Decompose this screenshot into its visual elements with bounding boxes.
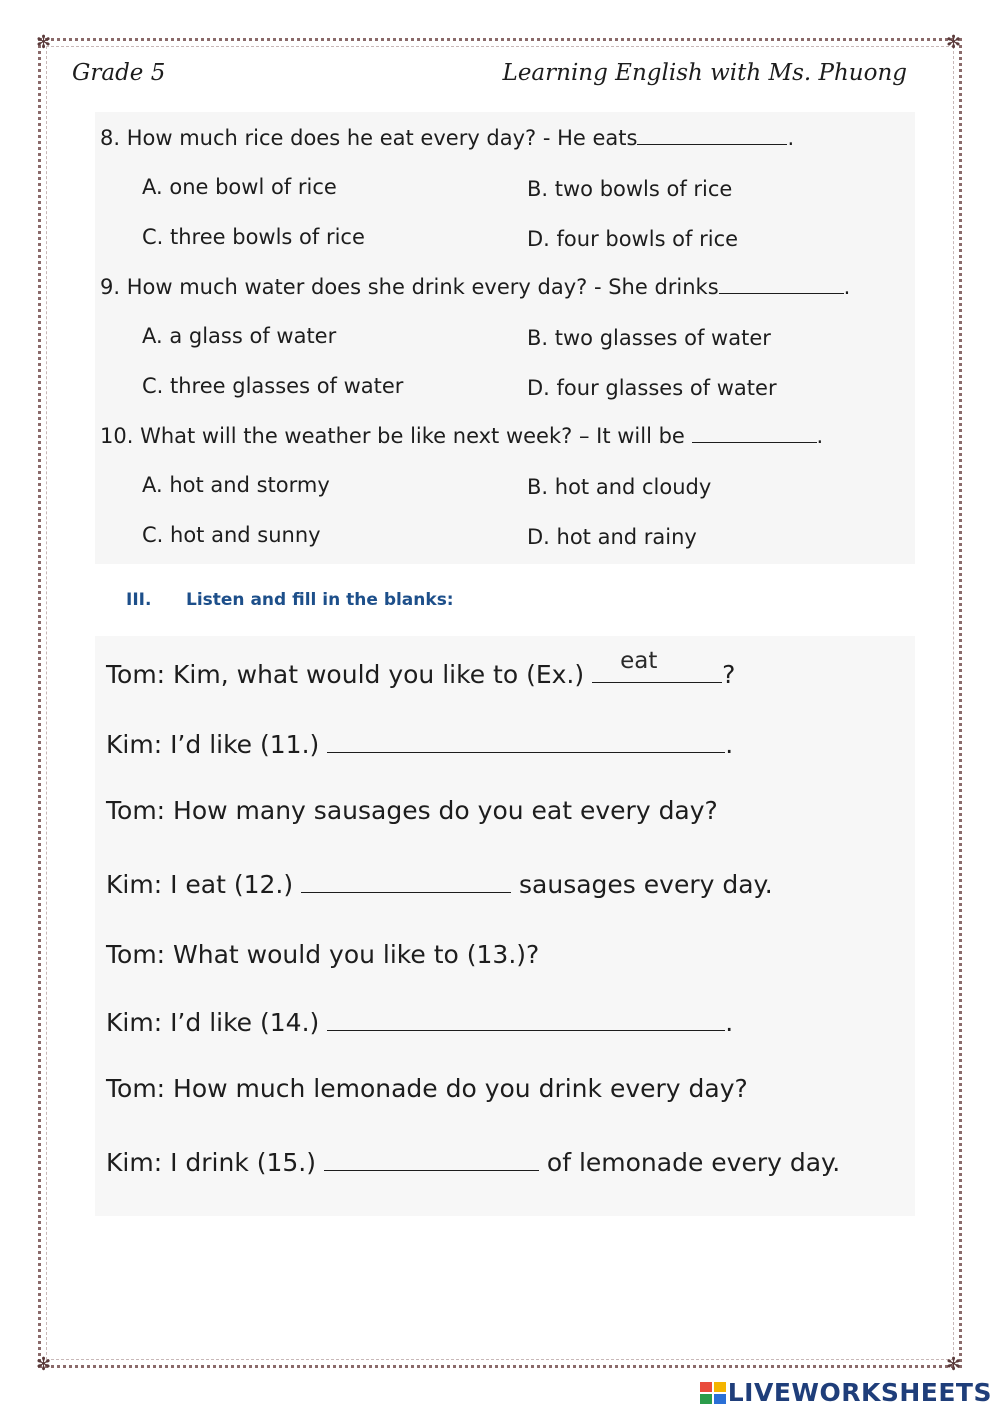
option-c[interactable]: C. three glasses of water (142, 374, 404, 398)
blank-14-input[interactable] (327, 1004, 725, 1031)
option-a[interactable]: A. a glass of water (142, 324, 337, 348)
dialogue-text: Tom: How much lemonade do you drink every day? (106, 1074, 748, 1103)
question-end: . (843, 275, 851, 299)
dialogue-text: Kim: I’d like (14.) (106, 1008, 320, 1037)
dialogue-end: . (725, 730, 734, 759)
brand-name: LIVEWORKSHEETS (727, 1378, 992, 1407)
dialogue-line-question (106, 796, 718, 825)
dialogue-line-13 (106, 936, 539, 969)
liveworksheets-logo-icon (700, 1382, 726, 1404)
dialogue-end: . (725, 1008, 734, 1037)
corner-ornament-icon: ✻ (946, 1354, 962, 1375)
course-title: Learning English with Ms. Phuong (502, 60, 907, 86)
option-b[interactable]: B. two bowls of rice (527, 177, 733, 201)
option-d[interactable]: D. four bowls of rice (527, 227, 739, 251)
section-title: Listen and fill in the blanks: (186, 590, 454, 610)
dialogue-text: Kim: I’d like (11.) (106, 730, 320, 759)
dialogue-line-11 (106, 726, 733, 759)
example-answer: eat (620, 648, 658, 674)
fill-blanks-section (95, 636, 915, 1216)
section-number: III. (126, 590, 152, 610)
dialogue-text: Tom: What would you like to (13.) (106, 940, 527, 969)
option-b[interactable]: B. hot and cloudy (527, 475, 712, 499)
option-b[interactable]: B. two glasses of water (527, 326, 771, 350)
dialogue-end: ? (526, 940, 540, 969)
blank-12-input[interactable] (301, 866, 511, 893)
dialogue-text: Tom: How many sausages do you eat every day? (106, 796, 718, 825)
answer-blank[interactable] (719, 275, 844, 294)
question-stem: 10. What will the weather be like next week? – It will be (100, 424, 685, 448)
answer-blank[interactable] (637, 126, 787, 145)
corner-ornament-icon: ✻ (36, 1354, 52, 1375)
option-a[interactable]: A. hot and stormy (142, 473, 330, 497)
dialogue-end: ? (722, 660, 736, 689)
grade-label: Grade 5 (72, 60, 166, 86)
section-heading (126, 590, 454, 610)
question-end: . (816, 424, 824, 448)
question-stem: 8. How much rice does he eat every day? - He eats (100, 126, 638, 150)
dialogue-line-14 (106, 1004, 733, 1037)
liveworksheets-logo (700, 1378, 992, 1407)
corner-ornament-icon: ✻ (946, 32, 962, 53)
question-stem: 9. How much water does she drink every day? - She drinks (100, 275, 719, 299)
dialogue-end: of lemonade every day. (538, 1148, 841, 1177)
dialogue-line-12 (106, 866, 773, 899)
option-c[interactable]: C. hot and sunny (142, 523, 321, 547)
dialogue-line-15 (106, 1144, 840, 1177)
option-d[interactable]: D. hot and rainy (527, 525, 697, 549)
dialogue-end: sausages every day. (511, 870, 773, 899)
example-blank (592, 648, 722, 683)
option-c[interactable]: C. three bowls of rice (142, 225, 365, 249)
dialogue-line-question (106, 1074, 748, 1103)
question-10 (100, 424, 823, 448)
option-a[interactable]: A. one bowl of rice (142, 175, 337, 199)
dialogue-line-ex (106, 648, 736, 689)
question-8 (100, 126, 794, 150)
answer-blank[interactable] (692, 424, 817, 443)
blank-15-input[interactable] (324, 1144, 539, 1171)
question-end: . (787, 126, 795, 150)
dialogue-text: Tom: Kim, what would you like to (Ex.) (106, 660, 585, 689)
option-d[interactable]: D. four glasses of water (527, 376, 777, 400)
blank-11-input[interactable] (327, 726, 725, 753)
dialogue-text: Kim: I eat (12.) (106, 870, 294, 899)
corner-ornament-icon: ✻ (36, 32, 52, 53)
question-9 (100, 275, 850, 299)
dialogue-text: Kim: I drink (15.) (106, 1148, 317, 1177)
